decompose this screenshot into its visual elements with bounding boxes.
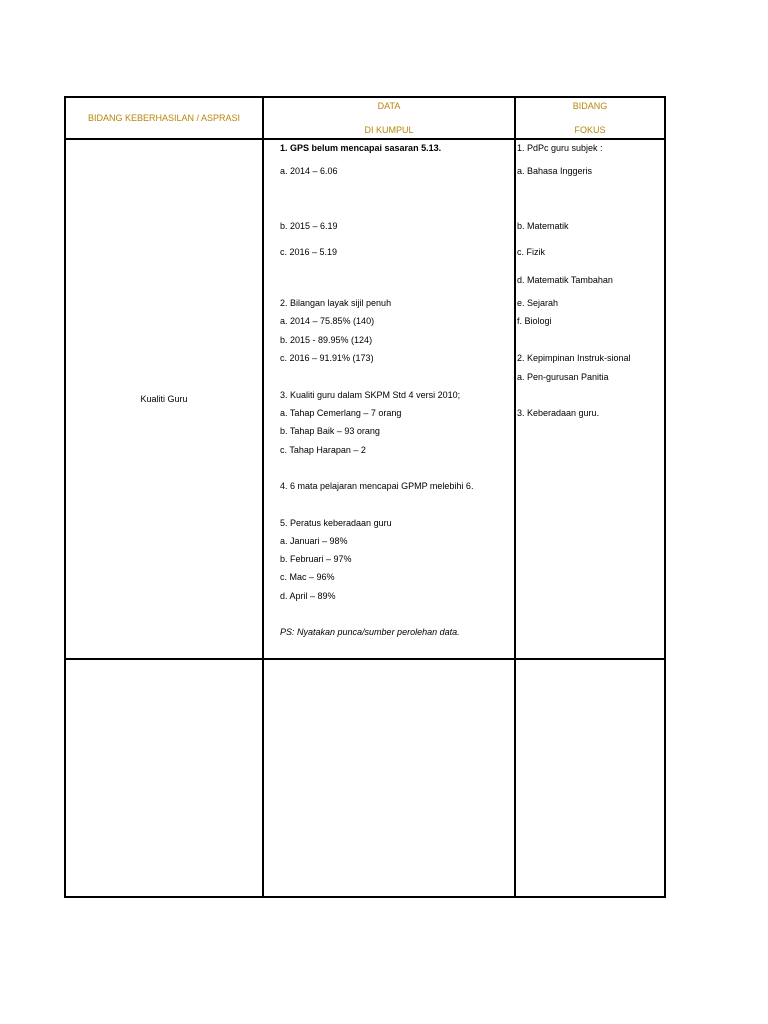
header-focus-label-2: FOKUS — [574, 125, 606, 135]
header-focus-label-1: BIDANG — [572, 101, 608, 111]
header-area-label: BIDANG KEBERHASILAN / ASPRASI — [87, 113, 241, 123]
data-item: 3. Kualiti guru dalam SKPM Std 4 versi 2010; — [280, 390, 461, 400]
header-data-label-2: DI KUMPUL — [364, 125, 414, 135]
data-item: d. April – 89% — [280, 591, 336, 601]
data-item: b. 2015 - 89.95% (124) — [280, 335, 373, 345]
data-item: c. Mac – 96% — [280, 572, 335, 582]
empty-focus-cell — [515, 659, 665, 897]
data-item: c. 2016 – 91.91% (173) — [280, 353, 374, 363]
data-item: c. 2016 – 5.19 — [280, 247, 338, 257]
planning-table — [64, 96, 666, 898]
header-row — [65, 97, 665, 139]
focus-item: b. Matematik — [517, 221, 569, 231]
header-data-label-1: DATA — [377, 101, 401, 111]
area-cell — [65, 139, 263, 659]
ps-note: PS: Nyatakan punca/sumber perolehan data. — [280, 627, 460, 637]
data-item: a. 2014 – 6.06 — [280, 166, 338, 176]
focus-item: 2. Kepimpinan Instruk-sional — [517, 353, 631, 363]
data-item: b. 2015 – 6.19 — [280, 221, 338, 231]
focus-item: f. Biologi — [517, 316, 552, 326]
data-cell — [263, 139, 515, 659]
data-item: a. Tahap Cemerlang – 7 orang — [280, 408, 402, 418]
data-item: b. Tahap Baik – 93 orang — [280, 426, 380, 436]
focus-item: 1. PdPc guru subjek : — [517, 143, 603, 153]
header-focus-cell — [515, 97, 665, 139]
header-data-cell — [263, 97, 515, 139]
data-item: 5. Peratus keberadaan guru — [280, 518, 392, 528]
data-item: a. Januari – 98% — [280, 536, 348, 546]
empty-table-row — [65, 659, 665, 897]
focus-item: 3. Keberadaan guru. — [517, 408, 600, 418]
focus-cell — [515, 139, 665, 659]
focus-item: d. Matematik Tambahan — [517, 275, 613, 285]
data-item: 1. GPS belum mencapai sasaran 5.13. — [280, 143, 442, 153]
data-item: a. 2014 – 75.85% (140) — [280, 316, 375, 326]
focus-item: c. Fizik — [517, 247, 545, 257]
empty-area-cell — [65, 659, 263, 897]
focus-item: a. Bahasa Inggeris — [517, 166, 593, 176]
header-area-cell — [65, 97, 263, 139]
area-label: Kualiti Guru — [140, 394, 188, 404]
data-item: c. Tahap Harapan – 2 — [280, 445, 366, 455]
focus-item: a. Pen-gurusan Panitia — [517, 372, 609, 382]
table-row — [65, 139, 665, 659]
data-item: b. Februari – 97% — [280, 554, 352, 564]
empty-data-cell — [263, 659, 515, 897]
data-item: 4. 6 mata pelajaran mencapai GPMP melebihi 6. — [280, 481, 474, 491]
focus-item: e. Sejarah — [517, 298, 559, 308]
data-item: 2. Bilangan layak sijil penuh — [280, 298, 392, 308]
